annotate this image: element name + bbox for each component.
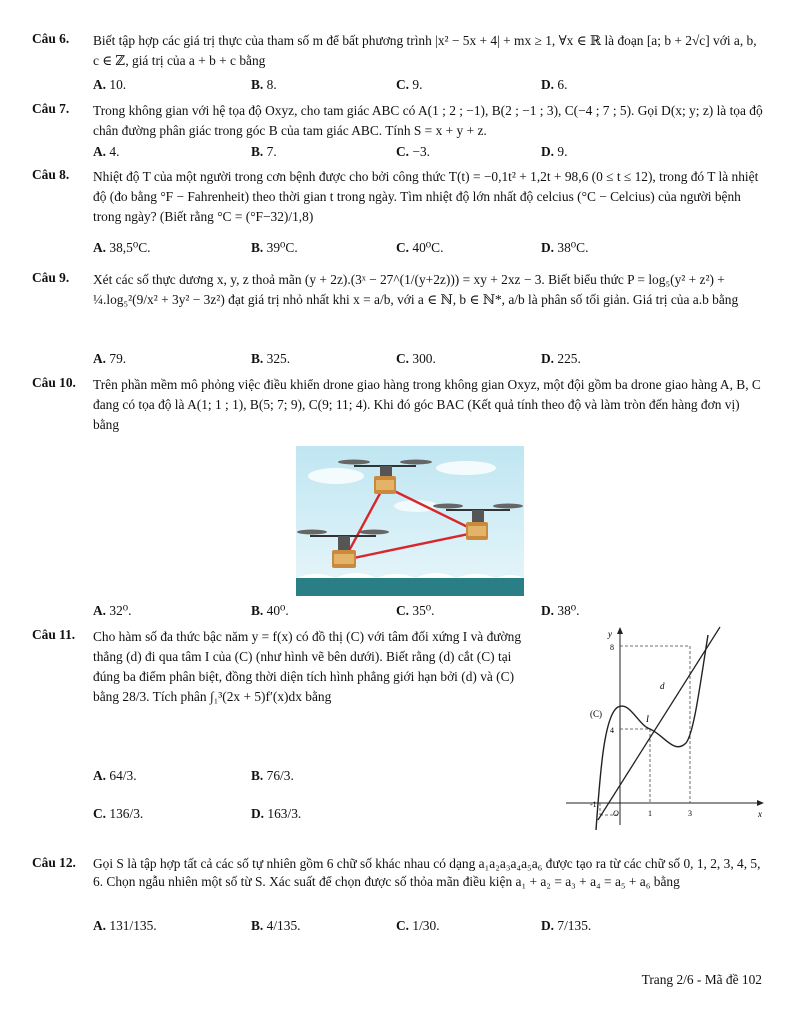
- question-text: Nhiệt độ T của một người trong cơn bệnh được cho bởi công thức T(t) = −0,1t² + 1,2t + 98,6 (0 ≤ t ≤ 12), trong đó T là nhiệt độ (đo bằng °F − Fahrenheit) theo thời gian t trong ngày. Tìm nhiệt độ lớn nhất độ celcius (°C − Celcius) của người bệnh trong ngày? (Biết rằng °C = (°F−32)/1,8): [93, 169, 759, 224]
- question-12: [32, 855, 764, 891]
- question-number: Câu 8.: [32, 167, 70, 182]
- option-b[interactable]: B. 39⁰C.: [251, 240, 298, 255]
- option-b[interactable]: B. 325.: [251, 351, 291, 366]
- question-11: [32, 627, 537, 707]
- question-number: Câu 6.: [32, 31, 70, 46]
- origin-label: O: [613, 809, 619, 818]
- option-c[interactable]: C. 1/30.: [396, 918, 440, 933]
- question-text: Cho hàm số đa thức bậc năm y = f(x) có đồ thị (C) với tâm đối xứng I và đường thẳng (d) đi qua tâm I của (C) (như hình vẽ bên dưới). Biết rằng (d) cắt (C) tại đúng ba điểm phân biệt, đồng thời diện tích hình phẳng giới hạn bởi (d) và (C) bằng 28/3. Tích phân ∫₁³(2x + 5)f′(x)dx bằng: [93, 629, 522, 704]
- option-d[interactable]: D. 7/135.: [541, 918, 592, 933]
- option-c[interactable]: C. 35⁰.: [396, 603, 435, 618]
- drone-illustration: [296, 446, 524, 596]
- question-8: [32, 167, 764, 227]
- tick-x-3: 3: [688, 809, 692, 818]
- option-d[interactable]: D. 9.: [541, 144, 568, 159]
- center-label: I: [646, 714, 649, 724]
- option-d[interactable]: D. 38⁰C.: [541, 240, 589, 255]
- option-a[interactable]: A. 131/135.: [93, 918, 157, 933]
- question-number: Câu 10.: [32, 375, 76, 390]
- option-c[interactable]: C. −3.: [396, 144, 430, 159]
- question-text: Trên phần mềm mô phỏng việc điều khiển drone giao hàng trong không gian Oxyz, một đội gồm ba drone giao hàng A, B, C đang có tọa độ là A(1; 1 ; 1), B(5; 7; 9), C(9; 11; 4). Khi đó góc BAC (Kết quả tính theo độ và làm tròn đến hàng đơn vị) bằng: [93, 377, 761, 432]
- option-c[interactable]: C. 40⁰C.: [396, 240, 444, 255]
- tick-y-8: 8: [610, 643, 614, 652]
- question-number: Câu 11.: [32, 627, 76, 642]
- x-label: x: [758, 809, 762, 819]
- options-9: [93, 351, 733, 371]
- question-7: [32, 101, 764, 141]
- option-d[interactable]: D. 38⁰.: [541, 603, 580, 618]
- option-b[interactable]: B. 76/3.: [251, 768, 294, 783]
- option-a[interactable]: A. 38,5⁰C.: [93, 240, 151, 255]
- question-number: Câu 12.: [32, 855, 76, 870]
- question-9: [32, 270, 764, 310]
- option-c[interactable]: C. 9.: [396, 77, 423, 92]
- question-text: Xét các số thực dương x, y, z thoả mãn (y + 2z).(3ˣ − 27^(1/(y+2z))) = xy + 2xz − 3. Biết biểu thức P = log₅(y² + z²) + ¼.log₅²(9/x² + 3y² − 3z²) đạt giá trị nhỏ nhất khi x = a/b, với a ∈ ℕ, b ∈ ℕ*, a/b là phân số tối giản. Giá trị của a.b bằng: [93, 272, 739, 307]
- option-b[interactable]: B. 7.: [251, 144, 277, 159]
- question-10: [32, 375, 764, 435]
- option-a[interactable]: A. 10.: [93, 77, 127, 92]
- page-footer: Trang 2/6 - Mã đề 102: [641, 972, 762, 987]
- options-10: [93, 603, 733, 623]
- tick-x-1: 1: [648, 809, 652, 818]
- options-6: [93, 77, 733, 97]
- option-b[interactable]: B. 40⁰.: [251, 603, 289, 618]
- options-7: [93, 144, 733, 164]
- line-d: [598, 627, 720, 820]
- line-label: d: [660, 681, 665, 691]
- option-d[interactable]: D. 225.: [541, 351, 581, 366]
- options-12: [93, 918, 733, 938]
- option-a[interactable]: A. 64/3.: [93, 768, 137, 783]
- question-6: [32, 31, 764, 71]
- options-8: [93, 240, 733, 260]
- option-d[interactable]: D. 6.: [541, 77, 568, 92]
- option-c[interactable]: C. 300.: [396, 351, 436, 366]
- option-a[interactable]: A. 32⁰.: [93, 603, 132, 618]
- y-label: y: [608, 629, 612, 639]
- question-text: Biết tập hợp các giá trị thực của tham số m để bất phương trình |x² − 5x + 4| + mx ≥ 1, ∀x ∈ ℝ là đoạn [a; b + 2√c] với a, b, c ∈ ℤ, giá trị của a + b + c bằng: [93, 33, 757, 68]
- option-c[interactable]: C. 136/3.: [93, 806, 144, 821]
- function-graph: [560, 625, 766, 830]
- option-a[interactable]: A. 4.: [93, 144, 120, 159]
- question-text: Trong không gian với hệ tọa độ Oxyz, cho tam giác ABC có A(1 ; 2 ; −1), B(2 ; −1 ; 3), C(−4 ; 7 ; 5). Gọi D(x; y; z) là tọa độ chân đường phân giác trong góc B của tam giác ABC. Tính S = x + y + z.: [93, 103, 763, 138]
- graph-svg: [560, 625, 766, 830]
- question-number: Câu 9.: [32, 270, 70, 285]
- tick-y-neg1: -1: [590, 800, 597, 809]
- drone-image: [296, 446, 524, 596]
- options-11-row2: [93, 806, 393, 826]
- tick-y-4: 4: [610, 726, 614, 735]
- option-b[interactable]: B. 8.: [251, 77, 277, 92]
- curve-label: (C): [590, 709, 602, 719]
- option-d[interactable]: D. 163/3.: [251, 806, 302, 821]
- option-a[interactable]: A. 79.: [93, 351, 127, 366]
- question-text: Gọi S là tập hợp tất cả các số tự nhiên gồm 6 chữ số khác nhau có dạng a₁a₂a₃a₄a₅a₆ được tạo ra từ các chữ số 0, 1, 2, 3, 4, 5, 6. Chọn ngẫu nhiên một số từ S. Xác suất để chọn được số thỏa mãn điều kiện a₁ + a₂ = a₃ + a₄ = a₅ + a₆ bằng: [93, 856, 761, 889]
- options-11-row1: [93, 768, 393, 788]
- option-b[interactable]: B. 4/135.: [251, 918, 301, 933]
- question-number: Câu 7.: [32, 101, 70, 116]
